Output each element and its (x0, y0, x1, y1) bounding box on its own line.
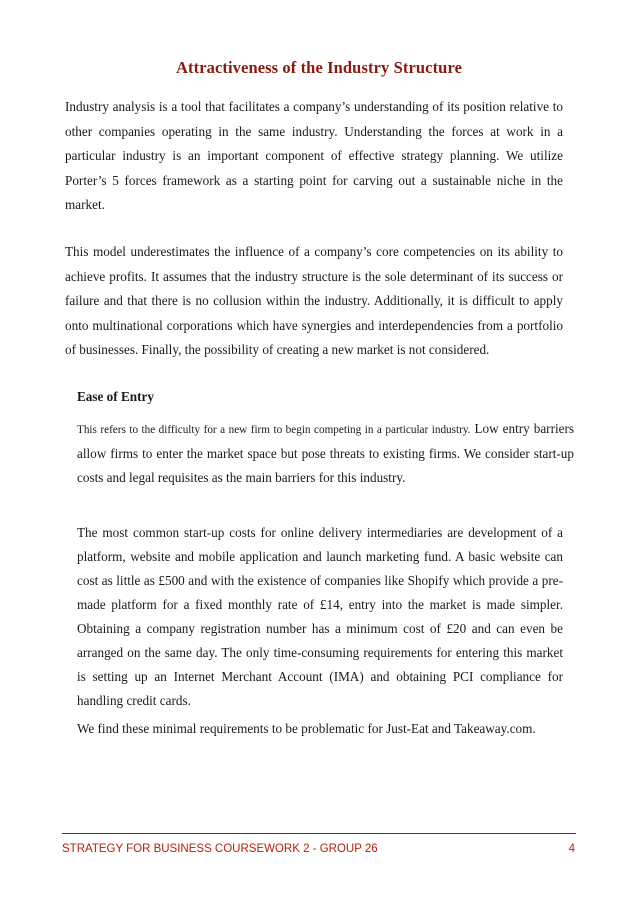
paragraph-ease-of-entry-rest: Low entry barriers allow firms to enter the market space but pose threats to existing firms. We consider start-up costs and legal requisites as the main barriers for this industry. (77, 421, 574, 485)
footer-divider (62, 833, 576, 834)
paragraph-conclusion: We find these minimal requirements to be problematic for Just-Eat and Takeaway.com. (77, 721, 536, 736)
paragraph-ease-of-entry (77, 417, 574, 490)
page-title: Attractiveness of the Industry Structure (176, 58, 462, 77)
footer-label: STRATEGY FOR BUSINESS COURSEWORK 2 - GROUP 26 (62, 843, 378, 855)
section-heading-ease-of-entry: Ease of Entry (77, 389, 154, 404)
footer-page-number: 4 (568, 843, 575, 855)
paragraph-industry-analysis: Industry analysis is a tool that facilitates a company’s understanding of its position relative to other companies operating in the same industry. Understanding the forces at work in a particular industry is an important component of effective strategy planning. We utilize Porter’s 5 forces framework as a starting point for carving out a sustainable niche in the market. (65, 99, 563, 212)
paragraph-start-up-costs: The most common start-up costs for online delivery intermediaries are development of a platform, website and mobile application and launch marketing fund. A basic website can cost as little as £500 and with the existence of companies like Shopify which provide a pre-made platform for a fixed monthly rate of £14, entry into the market is made simpler. Obtaining a company registration number has a minimum cost of £20 and can even be arranged on the same day. The only time-consuming requirements for entering this market is setting up an Internet Merchant Account (IMA) and obtaining PCI compliance for handling credit cards. (77, 525, 563, 708)
paragraph-model-limitations: This model underestimates the influence of a company’s core competencies on its ability to achieve profits. It assumes that the industry structure is the sole determinant of its success or failure and that there is no collusion within the industry. Additionally, it is difficult to apply onto multinational corporations which have synergies and interdependencies from a portfolio of businesses. Finally, the possibility of creating a new market is not considered. (65, 244, 563, 357)
paragraph-ease-of-entry-lead: This refers to the difficulty for a new firm to begin competing in a particular industry. (77, 424, 471, 436)
